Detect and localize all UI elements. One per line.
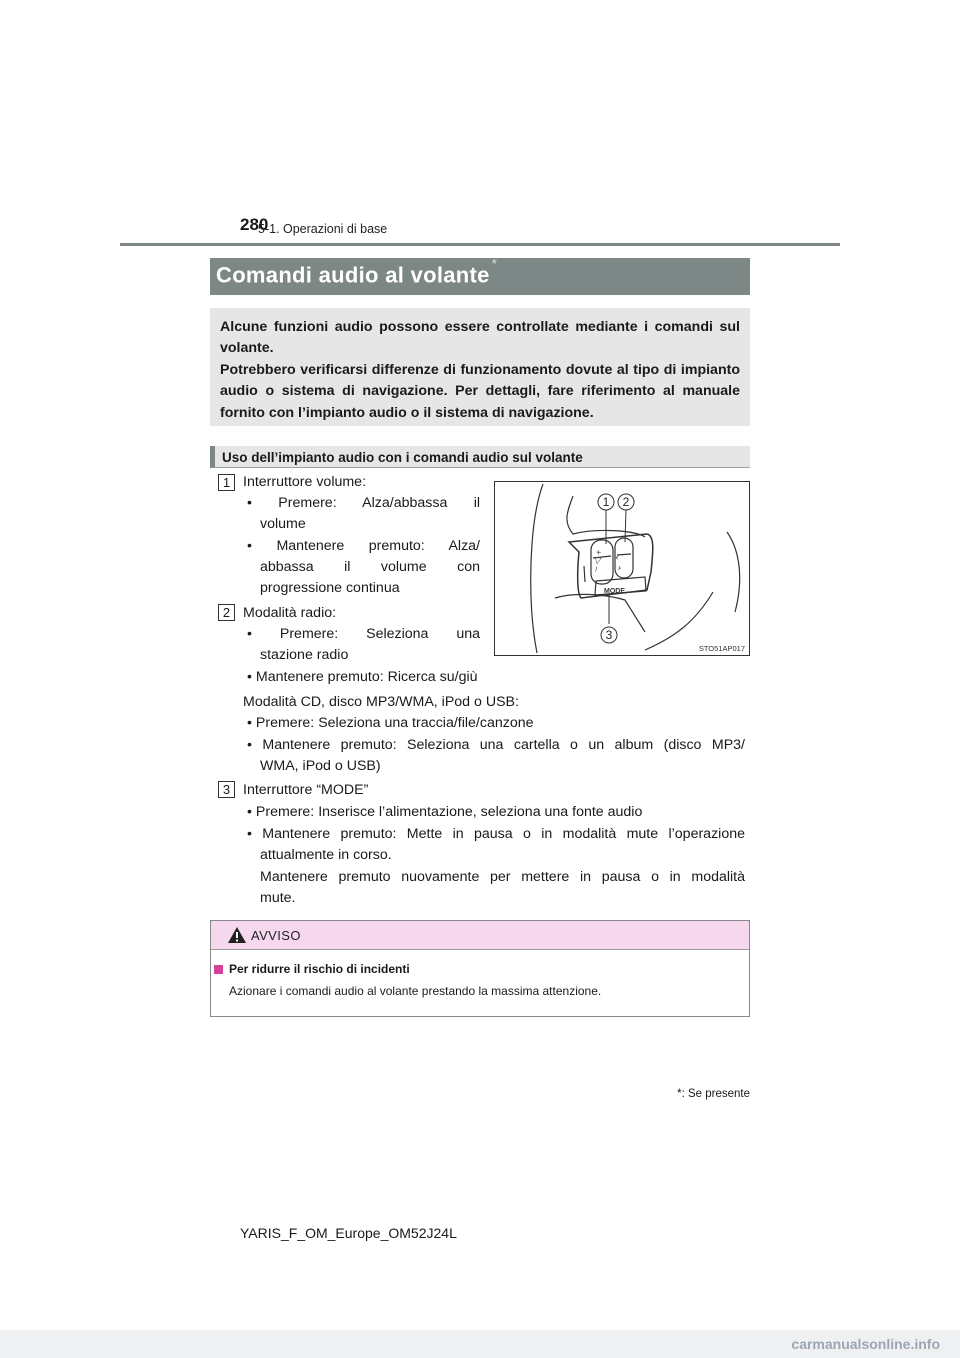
item-3-bullet-2b: attualmente in corso. [260, 847, 392, 863]
item-2-bullet-1b: stazione radio [260, 647, 349, 663]
item-1-bullet-2a: • Mantenere premuto: Alza/ [247, 538, 480, 554]
steering-switch-illustration [495, 482, 749, 655]
item-3-title: Interruttore “MODE” [243, 782, 369, 798]
optional-equipment-note: *: Se presente [677, 1088, 750, 1100]
svg-text:– ◁ +: – ◁ + [590, 548, 604, 573]
item-3-bullet-2a: • Mantenere premuto: Mette in pausa o in modalità mute l’operazione [247, 826, 745, 842]
item-1-bullet-1a: • Premere: Alza/abbassa il [247, 495, 480, 511]
warning-title: AVVISO [251, 928, 301, 943]
mode-button-label: MODE [604, 588, 625, 595]
item-3-bullet-2c: Mantenere premuto nuovamente per mettere in pausa o in modalità [260, 869, 745, 885]
warning-text: Azionare i comandi audio al volante prestando la massima attenzione. [229, 984, 602, 998]
callout-1: 1 [602, 495, 610, 509]
intro-line-2: Potrebbero verificarsi differenze di funzionamento dovute al tipo di impianto audio o sistema di navigazione. Per dettagli, fare riferimento al manuale fornito con l’impianto audio o il sistema di navigazione. [220, 361, 740, 421]
item-2-bullet-2: • Mantenere premuto: Ricerca su/giù [247, 669, 478, 685]
document-code: YARIS_F_OM_Europe_OM52J24L [240, 1225, 457, 1241]
item-2-cd-bullet-2b: WMA, iPod o USB) [260, 758, 381, 774]
subsection-title: Uso dell’impianto audio con i comandi audio sul volante [222, 450, 583, 465]
optional-marker: * [491, 256, 498, 271]
warning-triangle-icon [227, 926, 247, 944]
section-label: 5-1. Operazioni di base [258, 222, 388, 236]
item-2-cd-title: Modalità CD, disco MP3/WMA, iPod o USB: [243, 694, 519, 710]
figure-code: STO51AP017 [698, 644, 745, 653]
item-3-bullet-1: • Premere: Inserisce l’alimentazione, seleziona una fonte audio [247, 804, 643, 820]
steering-switch-figure [494, 481, 750, 656]
item-number-3: 3 [218, 781, 235, 798]
intro-line-1: Alcune funzioni audio possono essere controllate mediante i comandi sul volante. [220, 319, 740, 357]
page-title-text: Comandi audio al volante [216, 262, 490, 288]
item-1-bullet-1b: volume [260, 516, 306, 532]
svg-text:⌄ ⌃: ⌄ ⌃ [612, 553, 626, 573]
item-2-cd-bullet-2a: • Mantenere premuto: Seleziona una cartella o un album (disco MP3/ [247, 737, 745, 753]
callout-2: 2 [622, 495, 630, 509]
intro-box [210, 308, 750, 426]
item-number-2: 2 [218, 604, 235, 621]
item-2-bullet-1a: • Premere: Seleziona una [247, 626, 480, 642]
watermark-text[interactable]: carmanualsonline.info [791, 1336, 940, 1352]
page-title [216, 256, 498, 288]
page-number: 280 [240, 215, 269, 234]
warning-bullet-square [214, 965, 223, 974]
callout-3: 3 [605, 628, 613, 642]
item-3-bullet-2d: mute. [260, 890, 296, 906]
item-1-bullet-2b: abbassa il volume con [260, 559, 480, 575]
item-number-1: 1 [218, 474, 235, 491]
item-2-title: Modalità radio: [243, 605, 337, 621]
item-2-cd-bullet-1: • Premere: Seleziona una traccia/file/canzone [247, 715, 534, 731]
header-rule [120, 243, 840, 246]
warning-heading: Per ridurre il rischio di incidenti [229, 962, 410, 976]
item-1-bullet-2c: progressione continua [260, 580, 400, 596]
item-1-title: Interruttore volume: [243, 474, 367, 490]
